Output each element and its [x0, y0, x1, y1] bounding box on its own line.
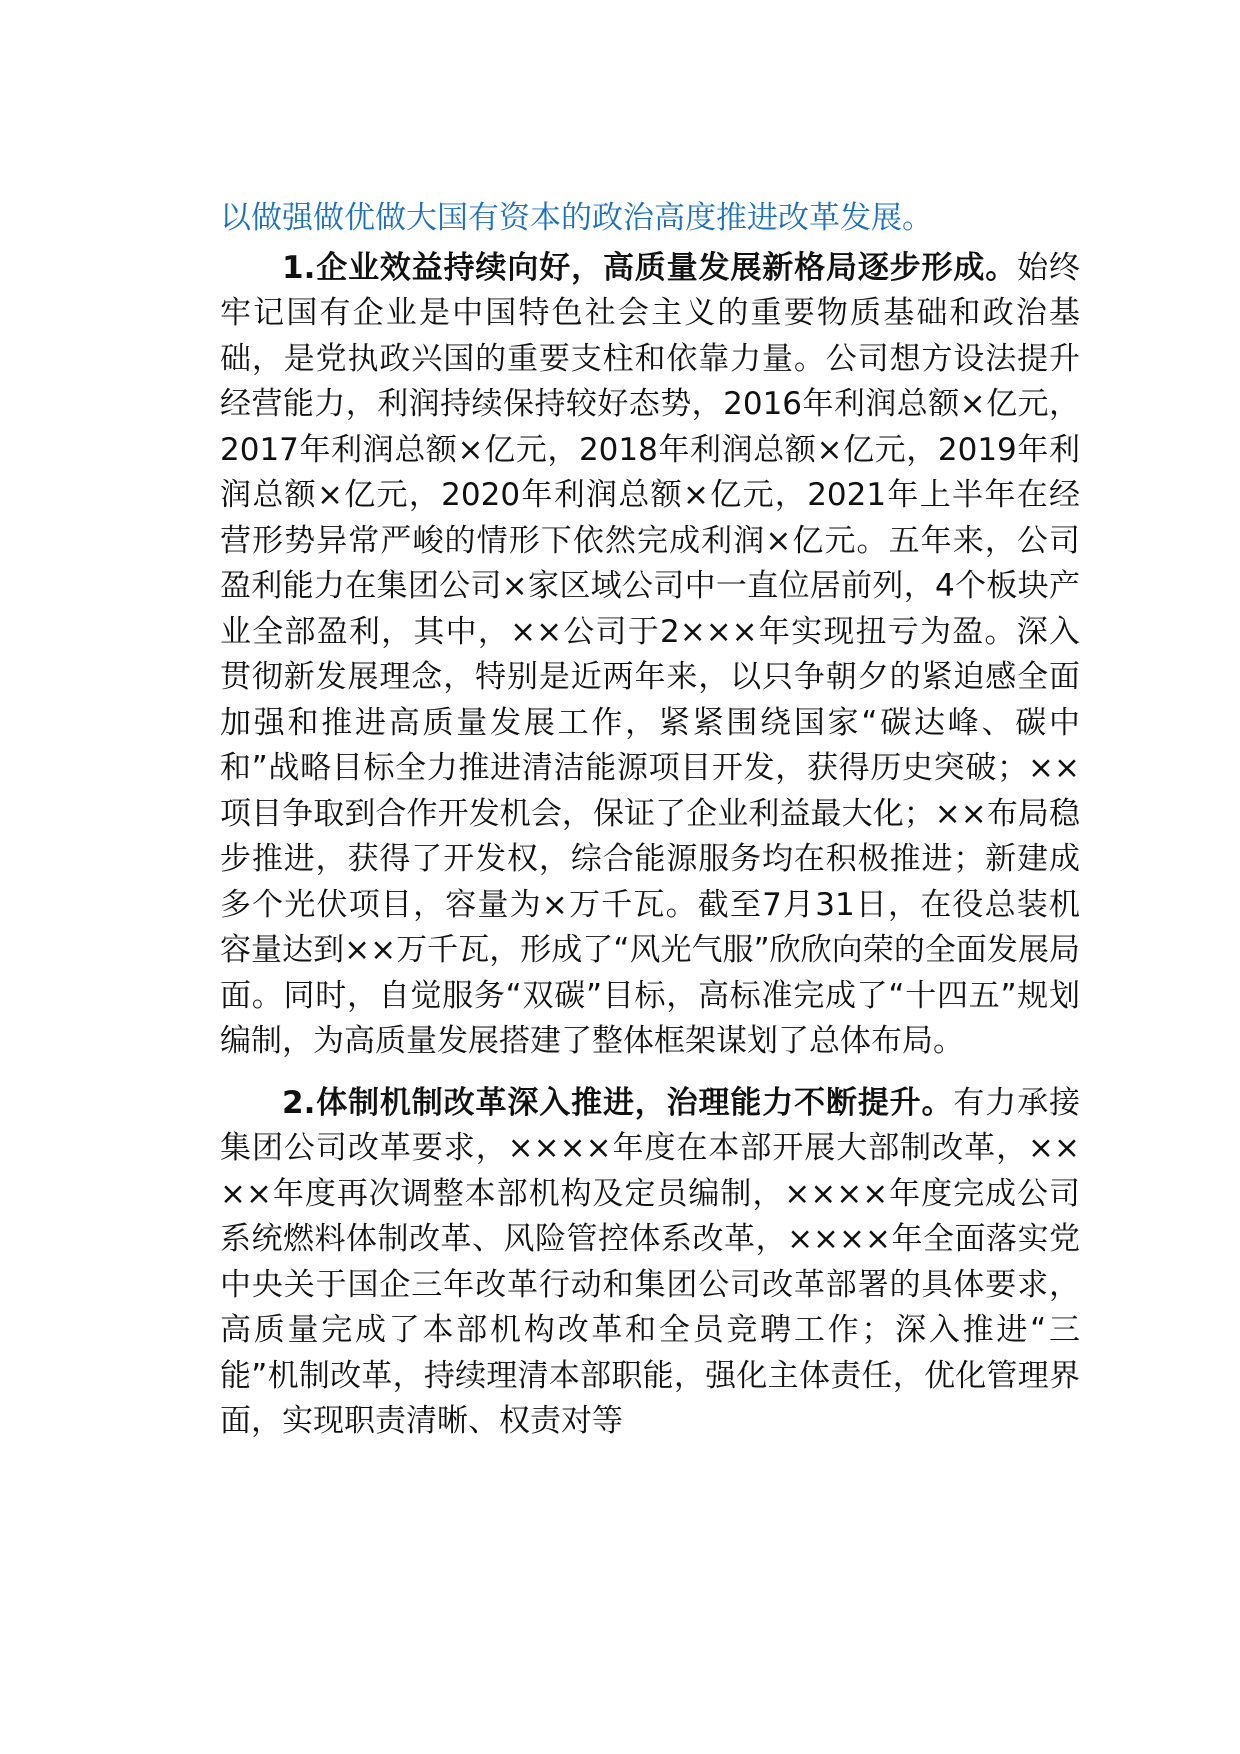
section-paragraph-1	[220, 246, 1080, 1065]
section-paragraph-2	[220, 1081, 1080, 1445]
section-body-1: 始终牢记国有企业是中国特色社会主义的重要物质基础和政治基础，是党执政兴国的重要支柱和依靠力量。公司想方设法提升经营能力，利润持续保持较好态势，2016年利润总额×亿元，2017年利润总额×亿元，2018年利润总额×亿元，2019年利润总额×亿元，2020年利润总额×亿元，2021年上半年在经营形势异常严峻的情形下依然完成利润×亿元。五年来，公司盈利能力在集团公司×家区域公司中一直位居前列，4个板块产业全部盈利，其中，××公司于2×××年实现扭亏为盈。深入贯彻新发展理念，特别是近两年来，以只争朝夕的紧迫感全面加强和推进高质量发展工作，紧紧围绕国家“碳达峰、碳中和”战略目标全力推进清洁能源项目开发，获得历史突破；××项目争取到合作开发机会，保证了企业利益最大化；××布局稳步推进，获得了开发权，综合能源服务均在积极推进；新建成多个光伏项目，容量为×万千瓦。截至7月31日，在役总装机容量达到××万千瓦，形成了“风光气服”欣欣向荣的全面发展局面。同时，自觉服务“双碳”目标，高标准完成了“十四五”规划编制，为高质量发展搭建了整体框架谋划了总体布局。	[220, 249, 1080, 1059]
section-heading-1: 1.企业效益持续向好，高质量发展新格局逐步形成。	[282, 249, 1018, 286]
section-heading-2: 2.体制机制改革深入推进，治理能力不断提升。	[282, 1084, 954, 1121]
section-body-2: 有力承接集团公司改革要求，××××年度在本部开展大部制改革，××××年度再次调整本部机构及定员编制，××××年度完成公司系统燃料体制改革、风险管控体系改革，××××年全面落实党中央关于国企三年改革行动和集团公司改革部署的具体要求，高质量完成了本部机构改革和全员竞聘工作；深入推进“三能”机制改革，持续理清本部职能，强化主体责任，优化管理界面，实现职责清晰、权责对等	[220, 1084, 1080, 1439]
lead-line: 以做强做优做大国有资本的政治高度推进改革发展。	[220, 200, 933, 236]
document-body	[220, 196, 1080, 1445]
